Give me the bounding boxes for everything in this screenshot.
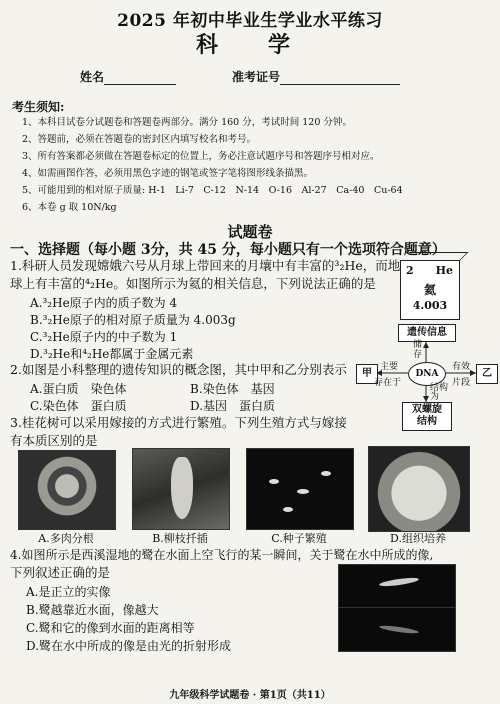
q1-option-b[interactable]: B.³₂He原子的相对原子质量为 4.003g [30, 313, 236, 327]
element-symbol: He [435, 264, 453, 277]
notice-item: 4、如需画图作答，必须用黑色字迹的钢笔或签字笔将图形线条描黑。 [22, 168, 314, 179]
q4-option-c[interactable]: C.鹭和它的像到水面的距离相等 [26, 621, 195, 635]
label-effective: 有效 [452, 362, 471, 372]
notice-list [22, 114, 492, 216]
element-mass: 4.003 [412, 299, 448, 312]
notice-heading: 考生须知: [12, 100, 65, 114]
notice-item: 5、可能用到的相对原子质量: H-1 Li-7 C-12 N-14 O-16 Al-27 Ca-40 Cu-64 [22, 185, 403, 196]
q1-stem-line1: 1.科研人员发现嫦娥六号从月球上带回来的月壤中有丰富的³₂He，而地 [10, 258, 401, 273]
name-blank [104, 72, 176, 85]
subject-title: 科 学 [195, 32, 304, 58]
q3-option-d[interactable]: D.组织培养 [390, 532, 446, 545]
q2-option-c[interactable]: C.染色体 蛋白质 [30, 399, 127, 413]
seed-photo [246, 448, 354, 530]
node-yi: 乙 [476, 364, 498, 384]
q4-stem-line2: 下列叙述正确的是 [10, 565, 111, 580]
element-number: 2 [406, 264, 414, 277]
exam-title: 2025 年初中毕业生学业水平练习 [117, 11, 383, 31]
q3-option-a[interactable]: A.多肉分根 [38, 532, 94, 545]
q1-option-c[interactable]: C.³₂He原子内的中子数为 1 [30, 330, 178, 344]
label-exists-in: 存在于 [374, 378, 402, 388]
q3-stem-line1: 3.桂花树可以采用嫁接的方式进行繁殖。下列生殖方式与嫁接 [10, 415, 347, 430]
willow-cutting-photo [132, 448, 230, 530]
label-structure: 结构 为 [430, 383, 449, 402]
exam-id-field [232, 68, 400, 85]
notice-item: 2、答题前，必须在答题卷的密封区内填写校名和考号。 [22, 134, 257, 145]
q3-option-b[interactable]: B.柳枝扦插 [152, 532, 208, 545]
node-jia: 甲 [356, 364, 378, 384]
label-segment: 片段 [452, 378, 471, 388]
exam-id-label: 准考证号 [232, 70, 281, 84]
page-footer: 九年级科学试题卷 · 第1页（共11） [169, 690, 331, 701]
part-title: 一、选择题（每小题 3分，共 45 分，每小题只有一个选项符合题意） [10, 242, 446, 258]
section-title: 试题卷 [227, 223, 273, 241]
q4-option-b[interactable]: B.鹭越靠近水面，像越大 [26, 603, 159, 617]
q2-option-b[interactable]: B.染色体 基因 [190, 382, 275, 396]
helium-element-card [400, 260, 460, 320]
tissue-culture-photo [368, 446, 470, 532]
name-field [80, 68, 176, 85]
node-genetic-info: 遗传信息 [398, 324, 456, 342]
notice-item: 1、本科目试卷分试题卷和答题卷两部分。满分 160 分，考试时间 120 分钟。 [22, 117, 352, 128]
q4-option-d[interactable]: D.鹭在水中所成的像是由光的折射形成 [26, 639, 232, 653]
q3-stem-line2: 有本质区别的是 [10, 433, 98, 448]
egret-reflection-photo [338, 564, 456, 652]
q2-option-a[interactable]: A.蛋白质 染色体 [30, 382, 127, 396]
q3-option-c[interactable]: C.种子繁殖 [271, 532, 327, 545]
q4-option-a[interactable]: A.是正立的实像 [26, 585, 111, 599]
name-label: 姓名 [80, 70, 105, 84]
exam-id-blank [280, 72, 400, 85]
notice-item: 6、本卷 g 取 10N/kg [22, 202, 117, 213]
node-double-helix: 双螺旋 结构 [402, 402, 452, 431]
q1-option-d[interactable]: D.³₂He和⁴₂He都属于金属元素 [30, 347, 194, 361]
notice-item: 3、所有答案都必须做在答题卷标定的位置上，务必注意试题序号和答题序号相对应。 [22, 151, 380, 162]
genetics-concept-map [356, 322, 496, 430]
q2-stem: 2.如图是小科整理的遗传知识的概念图，其中甲和乙分别表示 [10, 362, 347, 377]
element-name: 氦 [423, 283, 436, 297]
succulent-photo [18, 450, 116, 530]
label-storage: 储 存 [413, 340, 423, 360]
q2-option-d[interactable]: D.基因 蛋白质 [190, 399, 276, 413]
q1-stem-line2: 球上有丰富的⁴₂He。如图所示为氦的相关信息，下列说法正确的是 [10, 276, 376, 291]
node-dna: DNA [408, 362, 446, 386]
label-main: 主要 [380, 362, 399, 372]
q4-stem-line1: 4.如图所示是西溪湿地的鹭在水面上空飞行的某一瞬间，关于鹭在水中所成的像, [10, 548, 434, 562]
q1-option-a[interactable]: A.³₂He原子内的质子数为 4 [30, 296, 178, 310]
